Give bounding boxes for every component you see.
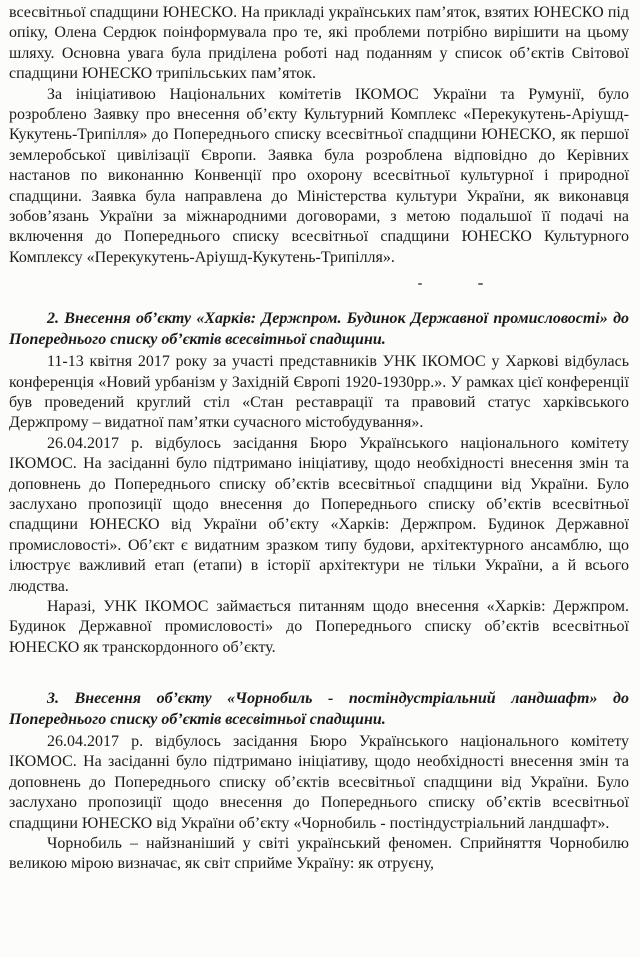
scan-artifact-speck (478, 283, 483, 285)
paragraph-bureau-meeting-chornobyl: 26.04.2017 р. відбулось засідання Бюро Українського національного комітету ІКОМОС. На засіданні було підтримано ініціативу, щодо необхідності внесення змін та доповнень до Попереднього списку об’єктів всесвітньої спадщини від України. Було заслухано пропозиції щодо внесення до Попереднього списку об’єктів всесвітньої спадщини ЮНЕСКО від України об’єкту «Чорнобиль - постіндустріальний ландшафт». (9, 733, 629, 832)
scan-artifact-speck (418, 283, 422, 285)
section-heading-3-chornobyl-landscape: 3. Внесення об’єкту «Чорнобиль - постіндустріальний ландшафт» до Попереднього списку об’єктів всесвітньої спадщини. (9, 690, 629, 728)
paragraph-chornobyl-phenomenon: Чорнобиль – найзнаніший у світі український феномен. Сприйняття Чорнобилю великою мірою визначає, як світ сприйме Україну: як отруєну, (9, 835, 629, 873)
paragraph-kharkiv-conference: 11-13 квітня 2017 року за участі представників УНК ІКОМОС у Харкові відбулась конференція «Новий урбанізм у Західній Європі 1920-1930рр.». У рамках цієї конференції був проведений круглий стіл «Стан реставрації та правовий статус харківського Держпрому – видатної пам’ятки сучасного містобудування». (9, 353, 629, 432)
paragraph-continuation: всесвітньої спадщини ЮНЕСКО. На прикладі українських пам’яток, взятих ЮНЕСКО під опіку, Олена Сердюк поінформувала про те, які проблеми потрібно вирішити на цьому шляху. Основна увага була приділена роботі над поданням у список об’єктів Світової спадщини ЮНЕСКО трипільських пам’яток. (9, 4, 629, 83)
paragraph-unc-icomos-transborder: Наразі, УНК ІКОМОС займається питанням щодо внесення «Харків: Держпром. Будинок Державної промисловості» до Попереднього списку об’єктів всесвітньої ЮНЕСКО як транскордонного об’єкту. (9, 597, 629, 656)
paragraph-bureau-meeting-kharkiv: 26.04.2017 р. відбулось засідання Бюро Українського національного комітету ІКОМОС. На засіданні було підтримано ініціативу, щодо необхідності внесення змін та доповнень до Попереднього списку об’єктів всесвітньої спадщини від України. Було заслухано пропозиції щодо внесення до Попереднього списку об’єктів всесвітньої спадщини ЮНЕСКО від України об’єкту «Харків: Держпром. Будинок Державної промисловості». Об’єкт є видатним зразком типу будови, архітектурного ансамблю, що ілюструє важливий етап (етапи) в історії архітектури не тільки України, а й всього людства. (9, 434, 629, 595)
section-heading-2-kharkiv-derzhprom: 2. Внесення об’єкту «Харків: Держпром. Будинок Державної промисловості» до Попереднього списку об’єктів всесвітньої спадщини. (9, 310, 629, 348)
paragraph-initiative-icomos: За ініціативою Національних комітетів ІКОМОС України та Румунії, було розроблено Заявку про внесення об’єкту Культурний Комплекс «Перекукутень-Аріушд-Кукутень-Трипілля» до Попереднього списку всесвітньої спадщини ЮНЕСКО, як першої землеробської цивілізації Європи. Заявка була розроблена відповідно до Керівних настанов по виконанню Конвенції про охорону всесвітньої культурної і природної спадщини. Заявка була направлена до Міністерства культури України, як виконавця зобов’язань України за міжнародними договорами, з метою подальшої її подачі на включення до Попереднього списку всесвітньої спадщини ЮНЕСКО Культурного Комплексу «Перекукутень-Аріушд-Кукутень-Трипілля». (9, 85, 629, 266)
